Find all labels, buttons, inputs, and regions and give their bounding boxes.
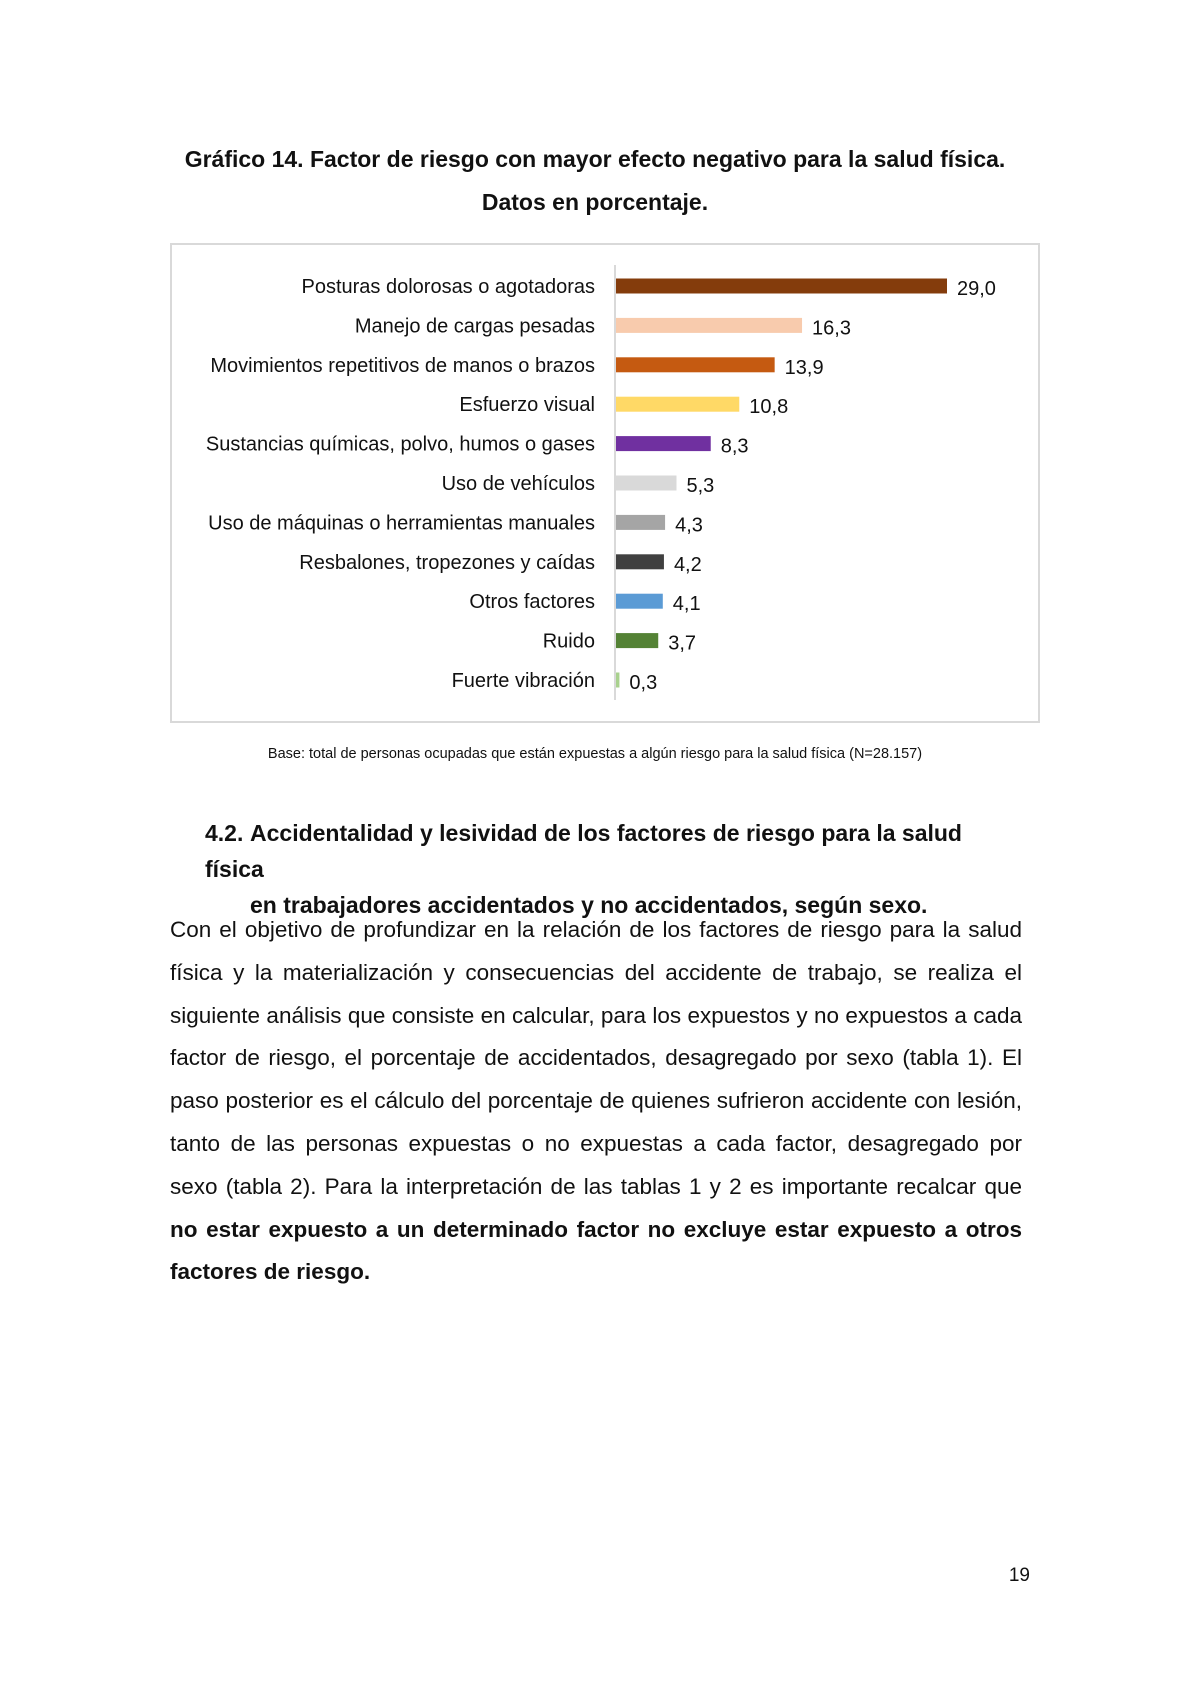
category-label: Manejo de cargas pesadas bbox=[354, 315, 595, 338]
bar bbox=[616, 318, 802, 333]
data-label: 13,9 bbox=[784, 356, 824, 379]
chart-title: Gráfico 14. Factor de riesgo con mayor efecto negativo para la salud física. bbox=[184, 146, 1006, 172]
bar bbox=[616, 554, 664, 569]
category-label: Movimientos repetitivos de manos o brazos bbox=[210, 354, 595, 377]
section-title-line2: en trabajadores accidentados y no accidentados, según sexo. bbox=[250, 892, 928, 918]
category-label: Posturas dolorosas o agotadoras bbox=[301, 276, 595, 298]
section-title-line1: Accidentalidad y lesividad de los factores de riesgo para la salud física bbox=[205, 820, 962, 882]
category-label: Sustancias químicas, polvo, humos o gases bbox=[205, 433, 595, 456]
bar-chart bbox=[172, 245, 1038, 721]
data-label: 4,1 bbox=[672, 593, 701, 616]
bar bbox=[616, 279, 947, 294]
body-paragraph bbox=[170, 909, 1022, 1294]
category-label: Ruido bbox=[542, 630, 595, 653]
bar bbox=[616, 633, 658, 648]
bar bbox=[616, 397, 739, 412]
category-label: Otros factores bbox=[469, 591, 595, 614]
section-heading bbox=[205, 815, 1025, 923]
bar bbox=[616, 515, 665, 530]
bar bbox=[616, 436, 711, 451]
page-number: 19 bbox=[1008, 1565, 1030, 1586]
data-label: 0,3 bbox=[629, 672, 658, 694]
body-text: Con el objetivo de profundizar en la relación de los factores de riesgo para la salud física y la materialización y consecuencias del accidente de trabajo, se realiza el siguiente análisis que consiste en calcular, para los expuestos y no expuestos a cada factor de riesgo, el porcentaje de accidentados, desagregado por sexo (tabla 1). El paso posterior es el cálculo del porcentaje de quienes sufrieron accidente con lesión, tanto de las personas expuestas o no expuestas a cada factor, desagregado por sexo (tabla 2). Para la interpretación de las tablas 1 y 2 es importante recalcar que bbox=[170, 917, 1022, 1199]
bar bbox=[616, 476, 676, 491]
bar bbox=[616, 357, 775, 372]
data-label: 5,3 bbox=[686, 475, 715, 497]
bar bbox=[616, 673, 619, 688]
data-label: 4,2 bbox=[673, 553, 702, 576]
category-label: Resbalones, tropezones y caídas bbox=[299, 551, 595, 574]
chart-source-note: Base: total de personas ocupadas que están expuestas a algún riesgo para la salud física (N=28.157) bbox=[267, 746, 923, 762]
data-label: 4,3 bbox=[675, 514, 703, 537]
category-label: Fuerte vibración bbox=[451, 670, 595, 692]
data-label: 3,7 bbox=[668, 632, 697, 655]
data-label: 10,8 bbox=[749, 396, 789, 419]
body-bold-text: no estar expuesto a un determinado factor no excluye estar expuesto a otros factores de riesgo. bbox=[170, 1216, 1022, 1285]
category-label: Uso de vehículos bbox=[441, 473, 595, 495]
section-number: 4.2. bbox=[205, 820, 244, 846]
bar bbox=[616, 594, 663, 609]
chart-subtitle: Datos en porcentaje. bbox=[481, 189, 709, 215]
chart-frame bbox=[170, 243, 1040, 723]
category-label: Uso de máquinas o herramientas manuales bbox=[208, 512, 595, 535]
data-label: 16,3 bbox=[812, 317, 851, 340]
category-label: Esfuerzo visual bbox=[459, 394, 595, 417]
data-label: 29,0 bbox=[957, 278, 996, 300]
data-label: 8,3 bbox=[720, 435, 749, 458]
